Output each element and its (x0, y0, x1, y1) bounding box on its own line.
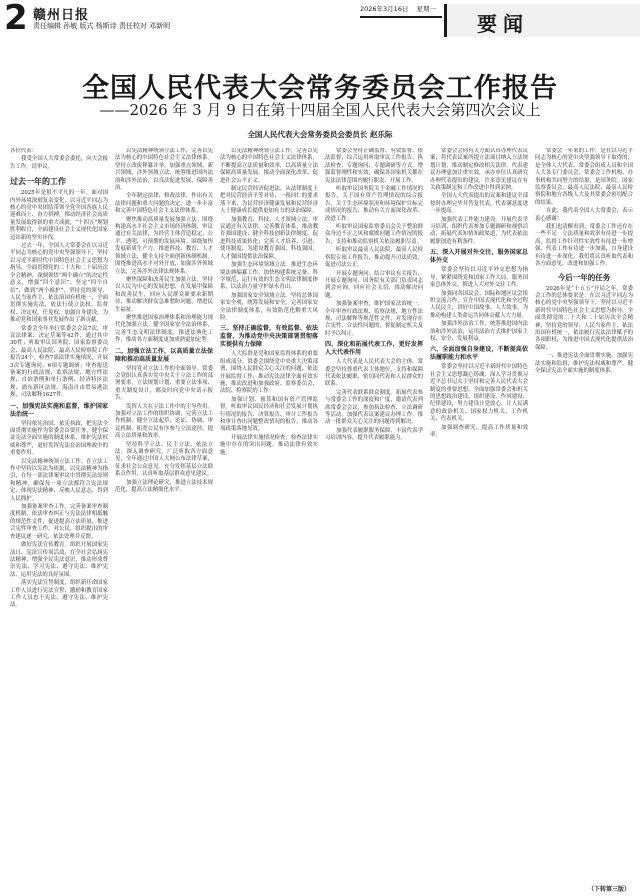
article-headline: 全国人民代表大会常务委员会工作报告 (82, 73, 558, 104)
paragraph: 坚持依宪治国、依宪执政，把宪法全面贯彻实施作为常委会首要任务，健全保证宪法全面实施的制度体系，维护宪法权威和尊严，更好发挥宪法在治国理政中的重要作用。 (10, 420, 108, 457)
paragraph: 一、推进宪法全面贯彻实施，加强宪法实施和监督，维护宪法权威和尊严，健全保证宪法全面实施的制度体系。 (535, 353, 633, 374)
paragraph: 我们也清醒看到，常委会工作还存在一些不足：立法质量和效率有待进一步提高，监督工作针对性实效性有待进一步增强，代表工作有待进一步加强，自身建设有待进一步深化。我们将认真听取代表和各方面意见，改进和加强工作。 (535, 224, 633, 268)
article-subtitle: ——2026 年 3 月 9 日在第十四届全国人民代表大会第四次会议上 (99, 101, 541, 119)
masthead (0, 0, 640, 40)
page-number: 2 (4, 0, 28, 38)
paragraph: 坚持科学立法、民主立法、依法立法。深入调查研究，广泛听取各方面意见，全年通过中国人大网公布法律草案，征求社会公众意见。充分发挥基层立法联系点作用，认真听取基层群众意见建议。 (115, 441, 213, 478)
section-heading: 二、加强立法工作，以高质量立法保障和推动高质量发展 (115, 347, 213, 363)
date-strip (360, 4, 442, 18)
section-heading: 过去一年的工作 (10, 177, 66, 187)
paragraph: 听取审议最高人民法院、最高人民检察院专项工作报告，推动提升司法质效，促进司法公正。 (325, 247, 423, 269)
greeting: 各位代表： (10, 148, 37, 154)
paragraph: 我受全国人大常委会委托，向大会报告工作，请审议。 (10, 156, 108, 170)
paragraph: 常委会坚持以习近平新时代中国特色社会主义思想凝心铸魂，深入学习贯彻习近平总书记关于坚持和完善人民代表大会制度的重要思想，全面加强常委会和机关的思想政治建设、组织建设、作风建设、纪律建设，努力建设让党放心、让人民满意的政治机关、国家权力机关、工作机关、代表机关。 (430, 364, 528, 423)
paragraph: 完善代表联系群众制度。拓展代表参与常委会工作的深度和广度，邀请代表列席常委会会议，参加执法检查、立法调研等活动。加强代表议案建议办理工作，推动一批群众关心关注的问题得到解决。 (325, 389, 423, 426)
paragraph: 以宪法精神统领立法工作，完善以宪法为核心的中国特色社会主义法律体系，不断提高立法质量和效率，以高质量立法保障高质量发展、推动全面深化改革、促进社会公平正义。 (220, 148, 318, 184)
paragraph: 2025年是很不平凡的一年。面对国内外环境深刻复杂变化，以习近平同志为核心的党中央团结带领全党全国各族人民迎难而上、奋力拼搏，推动经济社会高质量发展取得新的重大成就，“十四五”规划胜利收官，全面建设社会主义现代化国家迈出新的坚实步伐。 (10, 190, 108, 241)
column-4 (325, 148, 423, 893)
paragraph: 常委会坚持正确监督、有效监督、依法监督，综合运用听取审议工作报告、执法检查、专题询问、专题调研等方式，增强监督刚性和实效，确保各国家机关都在宪法法律范围内履行职责、开展工作。 (325, 148, 423, 184)
paragraph: 加强代表工作能力建设。开展代表学习培训，组织代表参加专题调研和视察活动，拓展代表知情知政渠道，为代表依法履职创造有利条件。 (430, 216, 528, 245)
paragraph: 常委会坚持以习近平外交思想为指导，紧紧围绕党和国家工作大局，服务国家总体外交，推进人大对外交往工作。 (430, 267, 528, 289)
column-5 (430, 148, 528, 893)
paragraph: 加强涉外法治工作，统筹推进国内法治和涉外法治，运用法治方式维护国家主权、安全、发展利益。 (430, 321, 528, 342)
paragraph: 聚焦推动高质量发展加强立法。围绕构建高水平社会主义市场经济体制，审议通过有关法律，为经营主体营造稳定、公平、透明、可预期的发展环境。围绕加快发展新质生产力，推进科技、教育、人才领域立法，健全支持全面创新体制机制。围绕推进高水平对外开放，加强涉外领域立法，完善涉外法律法规体系。 (115, 216, 213, 275)
column-6 (535, 148, 633, 893)
column-3 (220, 148, 318, 893)
paragraph: 加强备案审查工作。完善备案审查制度机制，依法审查纠正与宪法法律相抵触的规范性文件，促进提高立法质量，推进合宪性审查工作。对公民、组织提出的审查建议逐一研究、依法处理并反馈。 (10, 504, 108, 540)
section-name: 要闻 (477, 12, 529, 36)
paragraph: 聚焦保障和改善民生加强立法。坚持以人民为中心的发展思想，在发展中保障和改善民生，回应人民群众新要求新期待，推动解决群众急难愁盼问题，增进民生福祉。 (115, 276, 213, 313)
paragraph: 制定民营经济促进法，从法律制度上把对民营经济平等对待、一视同仁的要求落下来，为民营经济健康发展和民营经济人士健康成长提供更加有力的法治保障。 (220, 186, 318, 215)
paragraph: 2026年是“十五五”开局之年。常委会工作的总体要求是：在以习近平同志为核心的党中央坚强领导下，坚持以习近平新时代中国特色社会主义思想为指导，全面贯彻党的二十大和二十届历次全会精神，坚持党的领导、人民当家作主、依法治国有机统一，依法履行宪法法律赋予的各项职权，为推进中国式现代化提供法治保障。 (535, 285, 633, 351)
paragraph: 开展专题询问。结合审议有关报告，开展专题询问，国务院有关部门负责同志到会应询，回应社会关切，推动解决问题。 (325, 270, 423, 299)
paragraph: 人大监督是党和国家监督体系的重要组成部分。常委会围绕党中央重大决策部署，围绕人民群众关心关注的问题，依法开展监督工作，推动宪法法律全面有效实施，推动改进和加强政府、监察委员会、法院、检察院的工作。 (220, 351, 318, 395)
section-heading: 五、深入开展对外交往，服务国家总体外交 (430, 249, 528, 265)
issue-date: 2026年3月16日 (360, 5, 409, 13)
article-body (10, 148, 634, 893)
paragraph: 开展法律实施情况检查，检查法律实施中存在的突出问题，推动法律有效实施。 (220, 434, 318, 456)
paragraph: 人大代表是人民代表大会的主体。常委会坚持尊重代表主体地位，支持和保障代表依法履职，密切同代表和人民群众的联系。 (325, 359, 423, 388)
section-heading: 三、坚持正确监督、有效监督、依法监督，为推动党中央决策部署贯彻落实提供有力保障 (220, 325, 318, 349)
issue-weekday: 星期一 (416, 5, 436, 13)
paragraph: 加强计划、预算和国有资产管理监督。听取审议国民经济和社会发展计划执行情况的报告、决算报告、审计工作报告和审计查出问题整改情况的报告，推动各项政策落地见效。 (220, 396, 318, 433)
paragraph: 常委会全年举行常委会会议7次，审议法律案、决定草案等42件，通过其中30件；听取审议国务院、国家监察委员会、最高人民法院、最高人民检察院工作报告24个，检查7部法律实施情况，开展3次专题询问、6项专题调研；审查报送备案的行政法规、监察法规、地方性法规、自治条例和单行条例、经济特区法规、浦东新区法规、海南自由贸易港法规、司法解释1627件。 (10, 325, 108, 399)
paragraph: 以宪法精神统领立法工作，完善以宪法为核心的中国特色社会主义法律体系。坚持立改废释纂并举，加强重点领域、新兴领域、涉外领域立法，统筹推进国内法治和涉外法治，以良法促进发展、保障善治。 (115, 148, 213, 192)
paragraph: 常委会会同有关方面认真办理代表议案，将代表议案所提立法项目纳入立法规划计划，推动制定修改相关法律。代表建议办理更加注重实效，承办单位认真研究办理代表提出的建议，许多意见建议在有关政策制定和工作改进中得到采纳。 (430, 148, 528, 192)
paragraph: 聚焦推进国家治理体系和治理能力现代化加强立法。健全国家安全法治体系，完善生态文明法律制度，推进法典化工作，推动各方面制度更加成熟更加定型。 (115, 314, 213, 344)
paragraph: 加强调查研究，提高工作质量和效率。 (430, 424, 528, 438)
paragraph: 加强国家安全领域立法。坚持总体国家安全观，统筹发展和安全，完善国家安全法律制度体系，有效防范化解重大风险。 (220, 292, 318, 321)
column-1 (10, 148, 108, 893)
paragraph: 加强同各国议会、国际和地区议会组织交流合作，宣介中国式现代化和全过程人民民主，讲好中国故事、人大故事，为推动构建人类命运共同体贡献人大力量。 (430, 290, 528, 319)
paragraph: 加强备案审查，维护国家法治统一。全年审查行政法规、监察法规、地方性法规、司法解释等规范性文件，对发现存在合宪性、合法性问题的，督促制定机关及时予以纠正。 (325, 301, 423, 337)
paper-name: 赣州日报 (33, 8, 90, 23)
paragraph: 坚持党对立法工作的全面领导。常委会党组认真落实党中央关于立法工作的部署要求，立法规划计划、重要立法事项、重大制度设计，都及时向党中央请示报告。 (115, 365, 213, 402)
paragraph: 听取审议国务院关于金融工作情况的报告，关于国有资产管理情况的综合报告，关于生态环境状况和环境保护目标完成情况的报告，推动有关方面深化改革、改进工作。 (325, 186, 423, 222)
section-heading: 六、全面加强自身建设，不断提高依法履职能力和水平 (430, 346, 528, 362)
section-banner (444, 4, 640, 37)
section-heading: 一、加强宪法实施和监督，维护国家法治统一 (10, 402, 108, 418)
paragraph: 发挥人大在立法工作中的主导作用。加强对立法工作的组织协调，完善立法工作机制，健全立法起草、论证、协调、审议机制，拓宽公民有序参与立法途径，提高立法质量和效率。 (115, 403, 213, 440)
article-byline: 全国人民代表大会常务委员会委员长 赵乐际 (247, 130, 393, 139)
column-2 (115, 148, 213, 893)
paragraph: 常委会一年来的工作，是在以习近平同志为核心的党中央坚强领导下取得的，是全体人大代表、常委会组成人员和全国人大各专门委员会、常委会工作机构、办事机构共同努力的结果，是国务院、国家监察委员会、最高人民法院、最高人民检察院和地方各级人大及其常委会密切配合的结果。 (535, 148, 633, 206)
paragraph: 以宪法精神统领立法工作。在立法工作中坚持以宪法为依据、以宪法精神为指引，在每一部法律案审议中贯彻宪法原则和精神，确保每一项立法都符合宪法规定、体现宪法精神、反映人民意志，得到人民拥护。 (10, 458, 108, 502)
paragraph: 做好宪法宣传教育。组织开展国家宪法日、宪法宣传周活动，在全社会弘扬宪法精神，增强全民宪法意识，推动形成尊崇宪法、学习宪法、遵守宪法、维护宪法、运用宪法的良好氛围。 (10, 542, 108, 578)
paragraph: 全国人大代表提出的议案和建议全部按时办理完毕并答复代表，代表满意度进一步提高。 (430, 193, 528, 215)
editor-credits: 责任编辑 孙敏 版式 杨斯诗 责任校对 邓新明 (33, 22, 171, 30)
paragraph: 过去一年，全国人大常委会在以习近平同志为核心的党中央坚强领导下，坚持以习近平新时代中国特色社会主义思想为指导，全面贯彻党的二十大和二十届历次全会精神，深刻领悟“两个确立”的决定性意义，增强“四个意识”、坚定“四个自信”、做到“两个维护”，坚持党的领导、人民当家作主、依法治国有机统一，全面贯彻实施宪法，依法行使立法权、监督权、决定权、任免权，加强自身建设，为推动党和国家事业发展作出了新贡献。 (10, 243, 108, 324)
paragraph: 加强生态环境领域立法。推进生态环境法典编纂工作，加快构建系统完备、科学规范、运行有效的生态文明法律制度体系，以法治力量守护绿水青山。 (220, 262, 318, 291)
paragraph: 全年制定法律，修改法律，作出有关法律问题和重大问题的决定，进一步丰富和完善中国特色社会主义法律体系。 (115, 193, 213, 215)
paragraph: 加强代表履职服务保障，丰富代表学习培训内容，提升代表履职能力。 (325, 427, 423, 442)
paragraph: 落实宪法宣誓制度，组织新任命国家工作人员进行宪法宣誓，激励和教育国家工作人员忠于宪法、遵守宪法、维护宪法。 (10, 580, 108, 609)
continuation-note: （下转第三版） (587, 886, 630, 893)
paragraph: 加强教育、科技、人才领域立法。审议通过有关法律，完善教育体系，推动教育强国建设；健全科技创新法律制度，促进科技成果转化；完善人才培养、引进、使用制度，为建设教育强国、科技强国、人才强国提供法治保障。 (220, 216, 318, 260)
paragraph: 在此，我代表全国人大常委会，表示衷心感谢！ (535, 208, 633, 222)
paragraph: 听取审议国家监察委员会关于整治群众身边不正之风和腐败问题工作情况的报告，支持和推动监察机关依法履职尽责。 (325, 224, 423, 245)
paragraph: 加强立法理论研究，推进立法技术规范化，提高立法精细化水平。 (115, 479, 213, 494)
section-heading: 四、深化和拓展代表工作，更好发挥人大代表作用 (325, 341, 423, 357)
section-heading: 今后一年的任务 (557, 272, 611, 282)
